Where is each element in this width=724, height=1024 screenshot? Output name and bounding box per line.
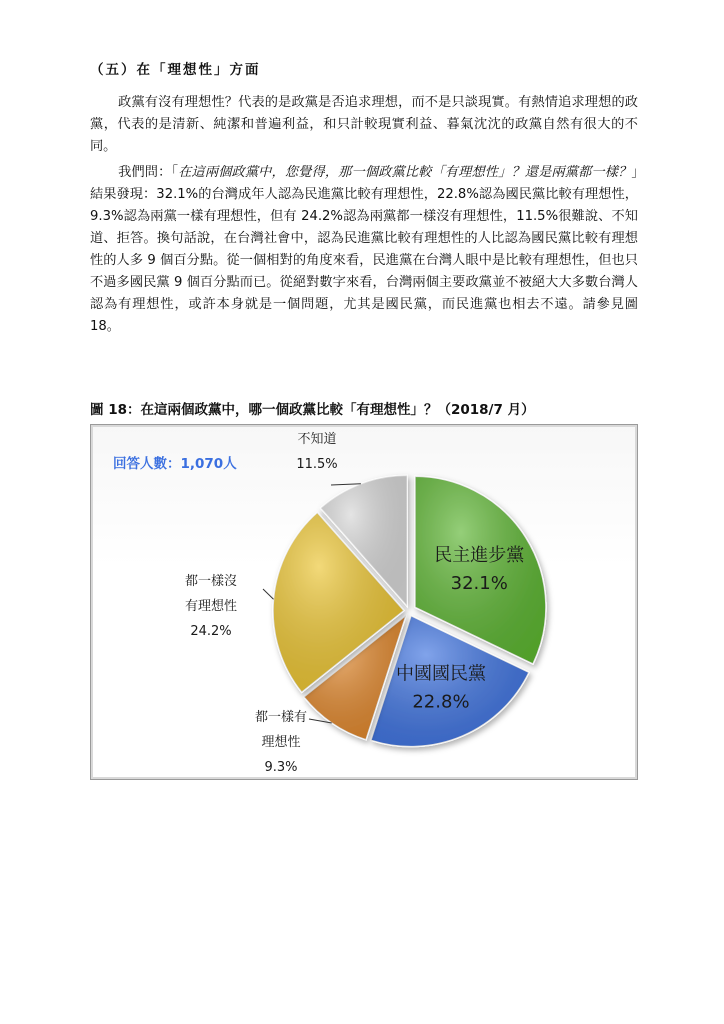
slice-name-both-not-ideal-line-1: 都一樣沒 — [184, 574, 238, 589]
slice-name-dpp: 民主進步黨 — [434, 544, 525, 566]
paragraph-findings — [90, 162, 638, 338]
slice-name-both-ideal-line-2: 理想性 — [261, 735, 301, 750]
paragraph-intro-text: 政黨有沒有理想性？代表的是政黨是否追求理想，而不是只談現實。有熱情追求理想的政黨，代表的是清新、純潔和普遍利益，和只計較現實利益、暮氣沈沈的政黨自然有很大的不同。 — [90, 95, 638, 154]
slice-value-dont-know: 11.5% — [296, 457, 338, 472]
slice-name-both-not-ideal-line-2: 有理想性 — [184, 599, 238, 614]
slice-value-kmt: 22.8% — [412, 691, 470, 713]
paragraph-lead: 我們問：「 — [118, 165, 179, 180]
pie-chart-frame — [90, 424, 638, 780]
respondents-count: 回答人數：1,070人 — [113, 456, 237, 472]
slice-value-both-not-ideal: 24.2% — [190, 624, 232, 639]
slice-name-dont-know-line-1: 不知道 — [297, 432, 337, 447]
slice-value-both-ideal: 9.3% — [264, 760, 298, 775]
slice-name-kmt: 中國國民黨 — [395, 663, 486, 685]
figure-caption: 圖 18：在這兩個政黨中，哪一個政黨比較「有理想性」？（2018/7 月） — [90, 402, 535, 418]
paragraph-intro — [90, 92, 638, 158]
survey-question: 在這兩個政黨中，您覺得，那一個政黨比較「有理想性」？還是兩黨都一樣？ — [178, 165, 632, 180]
pie-chart — [91, 425, 637, 779]
slice-value-dpp: 32.1% — [450, 572, 508, 594]
section-heading: （五）在「理想性」方面 — [90, 62, 261, 78]
slice-name-both-ideal-line-1: 都一樣有 — [254, 710, 308, 725]
paragraph-body: 」結果發現：32.1%的台灣成年人認為民進黨比較有理想性，22.8%認為國民黨比較有理想性，9.3%認為兩黨一樣有理想性，但有 24.2%認為兩黨都一樣沒有理想性，11.5%很難說、不知道、拒答。換句話說，在台灣社會中，認為民進黨比較有理想性的人比認為國民黨比較有理想性的人多 9 個百分點。從一個相對的角度來看，民進黨在台灣人眼中是比較有理想性，但也只不過多國民黨 9 個百分點而已。從絕對數字來看，台灣兩個主要政黨並不被絕大大多數台灣人認為有理想性，或許本身就是一個問題，尤其是國民黨，而民進黨也相去不遠。請參見圖 18。 — [90, 165, 639, 334]
leader-line-both-not-ideal — [263, 589, 274, 599]
